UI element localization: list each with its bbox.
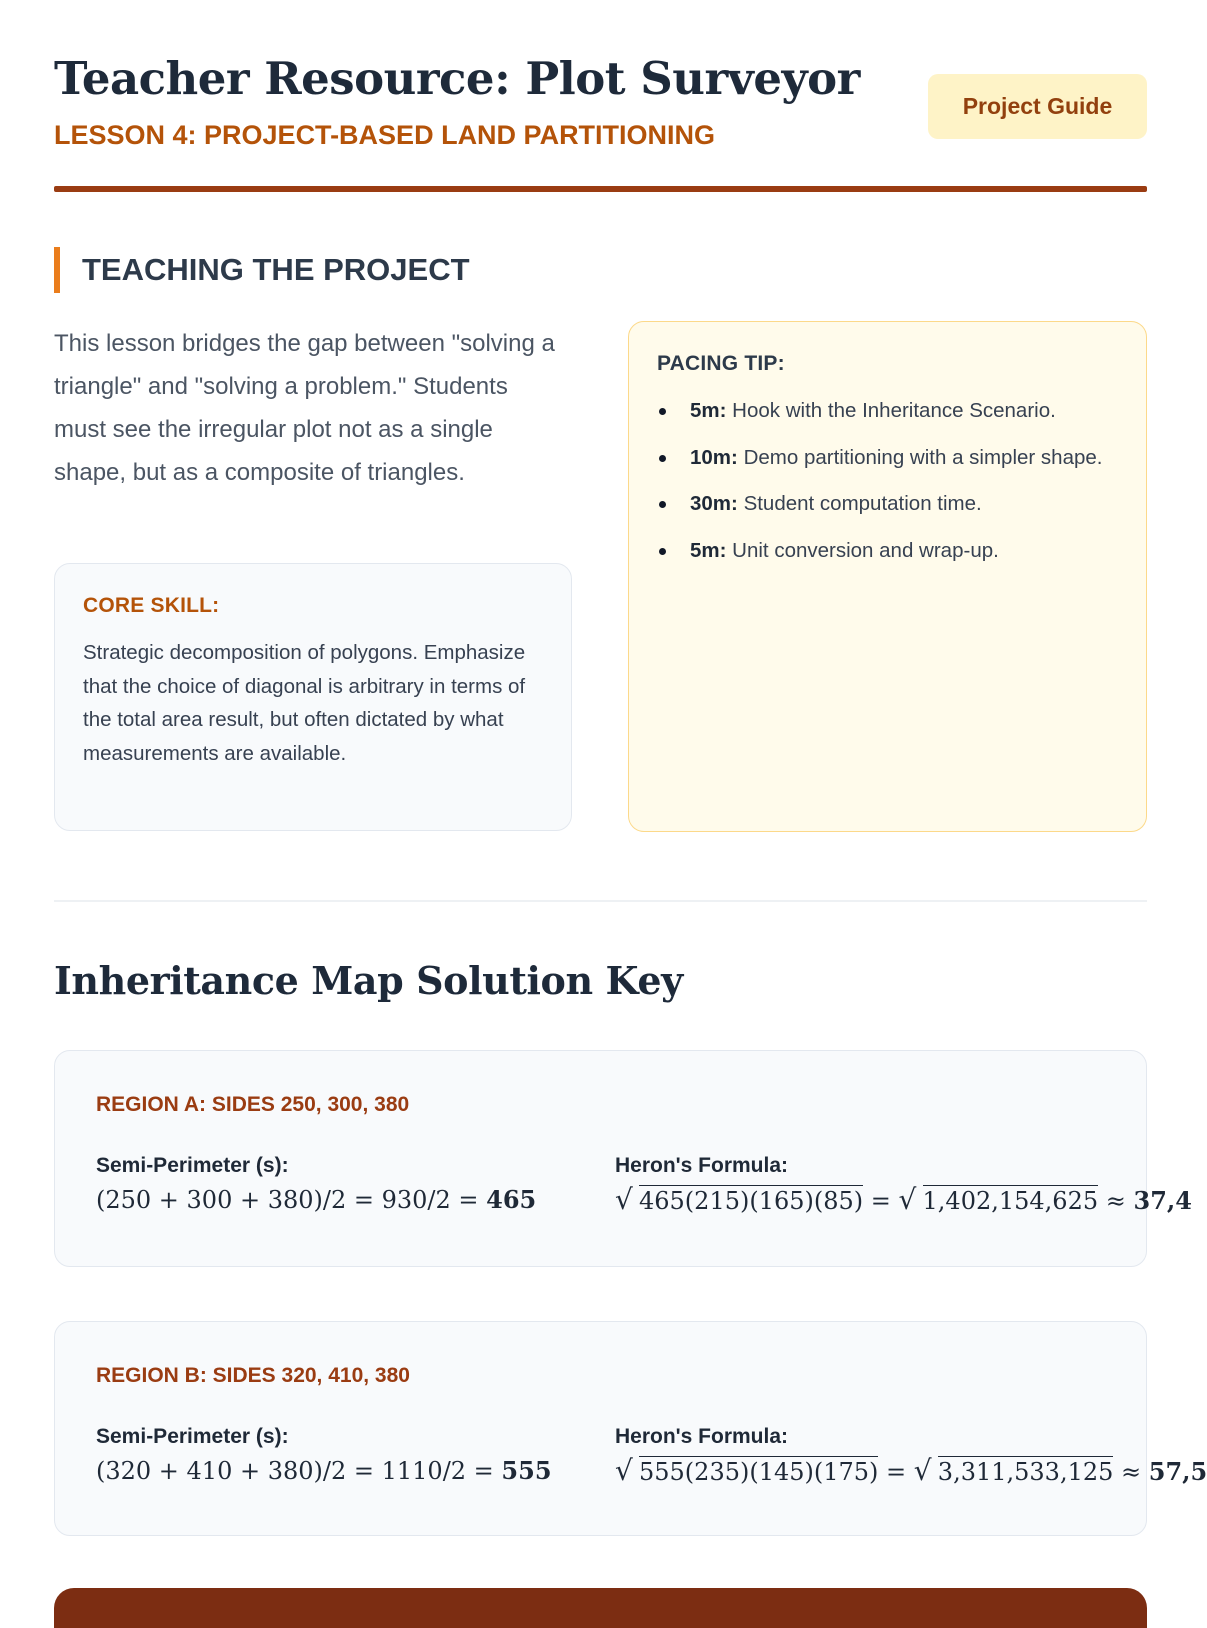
herons-radicand: 555(235)(145)(175): [639, 1458, 879, 1486]
core-skill-label: CORE SKILL:: [83, 594, 220, 617]
pacing-item: [657, 441, 1118, 475]
section-heading-teaching: TEACHING THE PROJECT: [54, 247, 470, 293]
sqrt-symbol: [899, 1185, 1099, 1215]
lesson-subtitle: LESSON 4: PROJECT-BASED LAND PARTITIONING: [54, 120, 716, 150]
semi-perimeter-label: Semi-Perimeter (s):: [96, 1425, 289, 1448]
herons-formula-expression: √ 465(215)(165)(85) = √ 1,402,154,625 ≈ 37,4: [615, 1185, 1192, 1215]
next-section-banner: [54, 1588, 1147, 1628]
herons-product: 3,311,533,125: [937, 1458, 1114, 1486]
region-a-card: [54, 1050, 1192, 1267]
pacing-text: Unit conversion and wrap-up.: [732, 538, 999, 562]
pacing-text: Student computation time.: [743, 492, 982, 515]
semi-perimeter-work: (320 + 410 + 380)/2 = 1110/2 =: [96, 1457, 502, 1485]
herons-radicand: 465(215)(165)(85): [639, 1187, 864, 1215]
herons-result: 37,4: [1133, 1186, 1192, 1215]
herons-formula-clip: [615, 1181, 1192, 1241]
pacing-time: 5m:: [690, 538, 727, 562]
project-guide-button[interactable]: Project Guide: [928, 74, 1147, 139]
region-b-card: [54, 1321, 1207, 1536]
semi-perimeter-result: 555: [501, 1456, 552, 1485]
pacing-time: 10m:: [690, 445, 738, 469]
pacing-text: Demo partitioning with a simpler shape.: [743, 445, 1103, 469]
semi-perimeter-label: Semi-Perimeter (s):: [96, 1154, 289, 1177]
page-header: [54, 0, 1147, 196]
core-skill-text: Strategic decomposition of polygons. Emphasize that the choice of diagonal is arbitrary in terms of the total area result, but often dictated by what measurements are available.: [83, 641, 526, 765]
pacing-tip-box: [628, 321, 1147, 832]
sqrt-symbol: [914, 1456, 1114, 1486]
pacing-item: [657, 534, 1118, 568]
page-title: Teacher Resource: Plot Surveyor: [54, 52, 860, 105]
semi-perimeter-result: 465: [486, 1185, 537, 1214]
solution-key-title: Inheritance Map Solution Key: [54, 958, 683, 1003]
pacing-item: [657, 394, 1118, 428]
herons-formula-clip: [615, 1452, 1207, 1512]
core-skill-box: [54, 563, 572, 831]
pacing-tip-label: PACING TIP:: [657, 352, 785, 375]
semi-perimeter-work: (250 + 300 + 380)/2 = 930/2 =: [96, 1186, 487, 1214]
section-divider: [54, 900, 1147, 902]
region-title: REGION A: SIDES 250, 300, 380: [96, 1093, 410, 1116]
herons-result: 57,5: [1148, 1457, 1207, 1486]
region-title: REGION B: SIDES 320, 410, 380: [96, 1364, 410, 1387]
intro-paragraph: This lesson bridges the gap between "solving a triangle" and "solving a problem." Students must see the irregular plot not as a single shape, but as a composite of triangles.: [54, 330, 555, 486]
herons-formula-expression: √ 555(235)(145)(175) = √ 3,311,533,125 ≈ 57,5: [615, 1456, 1207, 1486]
pacing-time: 30m:: [690, 492, 738, 515]
semi-perimeter-expression: [96, 1456, 552, 1485]
sqrt-symbol: [615, 1185, 863, 1215]
herons-product: 1,402,154,625: [922, 1187, 1099, 1215]
pacing-text: Hook with the Inheritance Scenario.: [732, 399, 1056, 422]
pacing-list: [657, 394, 1118, 567]
herons-formula-label: Heron's Formula:: [615, 1425, 789, 1448]
herons-formula-label: Heron's Formula:: [615, 1154, 789, 1177]
page: [54, 0, 1207, 1486]
pacing-item: [657, 487, 1118, 521]
pacing-time: 5m:: [690, 399, 727, 422]
semi-perimeter-expression: [96, 1185, 536, 1214]
header-divider: [54, 186, 1147, 192]
sqrt-symbol: [615, 1456, 878, 1486]
